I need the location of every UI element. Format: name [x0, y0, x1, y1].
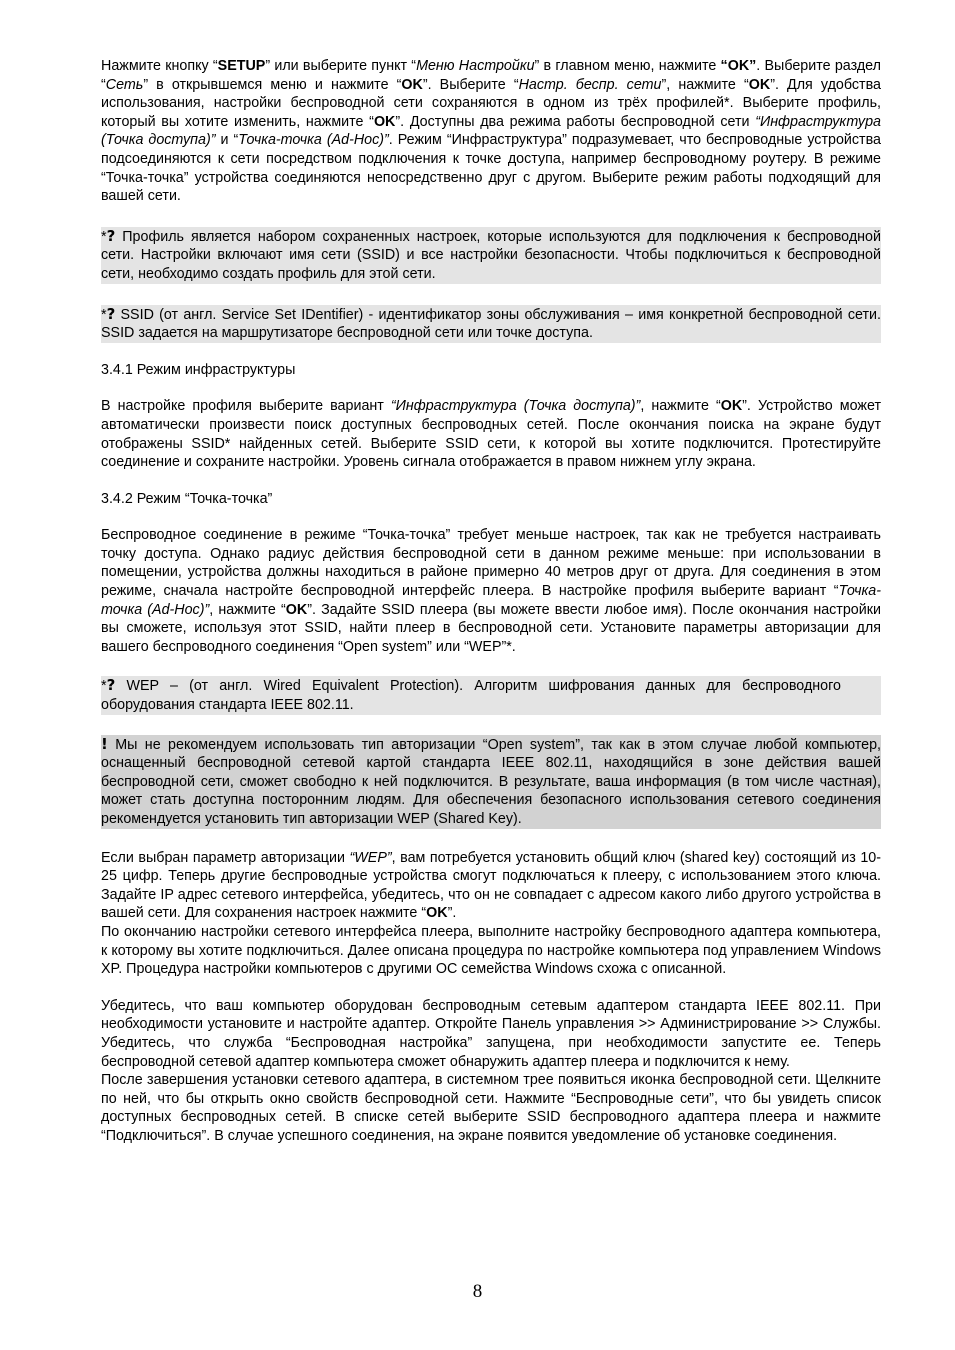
text-span: , вам потребуется установить общий ключ (shared key) состоящий из 10-25 цифр. Теперь другие беспроводные устройства смогут подключаться к плееру, с использованием этого ключа. Задайте IP адрес сетевого интерфейса, убедитесь, что он не совпадает с адресом какого либо другого устройства в вашей сети. Для сохранения настроек нажмите “ [101, 849, 881, 922]
infrastructure-paragraph [101, 397, 881, 471]
adhoc-paragraph [101, 526, 881, 656]
auth-name: “WEP” [349, 849, 392, 866]
wep-note [101, 676, 881, 714]
text-span: ”. Выберите “ [422, 76, 519, 93]
ok-key-label: OK [373, 113, 396, 130]
menu-name: Сеть [105, 76, 144, 93]
ok-key-label: “OK” [720, 58, 757, 74]
mode-name: Точка-точка (Ad-Hoc)” [101, 583, 881, 618]
question-icon: ? [106, 304, 116, 323]
text-span: . Режим “Инфраструктура” подразумевает, что беспроводные устройства подсоединяются к сети посредством подключения к точке доступа, например беспроводному роутеру. В режиме “Точка-точка” устройства соединяются непосредственно друг с другом. Выберите режим работы подходящий для вашей сети. [101, 132, 881, 205]
text-span: ”, нажмите “ [661, 76, 749, 93]
text-span: Если выбран параметр авторизации [101, 849, 350, 866]
footnote-marker: * [101, 306, 107, 323]
text-span: ” или выберите пункт “ [265, 58, 417, 74]
mode-name: “Инфраструктура (Точка доступа)” [390, 398, 641, 415]
note-text: Профиль является набором сохраненных настроек, которые используются для подключения к беспроводной сети. Настройки включают имя сети (SSID) и все настройки безопасности. Чтобы подключиться к беспроводной сети, необходимо создать профиль для этой сети. [101, 228, 881, 282]
warning-note [101, 735, 881, 829]
document-body [101, 57, 881, 1146]
ok-key-label: OK [748, 76, 771, 93]
text-span: Беспроводное соединение в режиме “Точка-точка” требует меньше настроек, так как не требуется настраивать точку доступа. Однако радиус действия беспроводной сети в данном режиме меньше: при использовании в помещении, устройства должны находиться в районе примерно 40 метров друг от друга. Для соединения в этом режиме, сначала настройте беспроводной интерфейс плеера. В настройке профиля выберите вариант “ [101, 527, 881, 600]
ok-key-label: OK [720, 398, 743, 415]
section-heading-3-4-1: 3.4.1 Режим инфраструктуры [101, 361, 296, 378]
question-icon: ? [106, 676, 116, 695]
ok-key-label: OK [401, 76, 423, 93]
text-span: Нажмите кнопку “ [101, 58, 218, 74]
text-span: ”. [447, 905, 457, 922]
ok-key-label: OK [285, 601, 308, 618]
windows-adapter-paragraph: Убедитесь, что ваш компьютер оборудован беспроводным сетевым адаптером стандарта IEEE 802.11. При необходимости установите и настройте адаптер. Откройте Панель управления >> Администрирование >> Службы. Убедитесь, что служба “Беспроводная настройка” запущена, при необходимости запустите ее. Теперь беспроводной сетевой адаптер компьютера сможет обнаружить адаптер плеера и подключится к нему. [101, 997, 881, 1070]
tray-icon-paragraph: После завершения установки сетевого адаптера, в системном трее появиться иконка беспроводной сети. Щелкните по ней, что бы открыть окно свойств беспроводной сети. Нажмите “Беспроводные сети”, что бы увидеть список доступных беспроводных сетей. В списке сетей выберите SSID беспроводного адаптера плеера и нажмите “Подключиться”. В случае успешного соединения, на экране появится уведомление об установке соединения. [101, 1072, 881, 1144]
text-span: В настройке профиля выберите вариант [101, 398, 391, 415]
wep-paragraph [101, 849, 881, 923]
menu-name: Настр. беспр. сети [518, 76, 662, 93]
footnote-marker: * [101, 228, 107, 245]
mode-name: “Инфраструктура (Точка доступа)” [101, 113, 881, 149]
menu-name: Меню Настройки [416, 58, 535, 74]
text-span: ”. Устройство может автоматически произвести поиск доступных беспроводных сетей. После окончания поиска на экране будут отображены SSID* найденных сетей. Выберите SSID сети, к которой вы хотите подключится. Протестируйте соединение и сохраните настройки. Уровень сигнала отображается в правом нижнем углу экрана. [101, 398, 882, 471]
text-span: , нажмите “ [640, 398, 721, 415]
note-text: WEP – (от англ. Wired Equivalent Protection). Алгоритм шифрования данных для беспроводного оборудования стандарта IEEE 802.11. [101, 678, 841, 714]
mode-name: Точка-точка (Ad-Hoc)” [238, 132, 389, 149]
exclamation-icon: ! [101, 734, 108, 753]
setup-key-label: SETUP [217, 58, 266, 74]
text-span: ”. Задайте SSID плеера (вы можете ввести любое имя). После окончания настройки вы сможете, используя этот SSID, найти плеер в беспроводной сети. Установите параметры авторизации для вашего беспроводного соединения “Open system” или “WEP”*. [101, 601, 881, 655]
note-text: Мы не рекомендуем использовать тип авторизации “Open system”, так как в этом случае любой компьютер, оснащенный беспроводной сетевой картой стандарта IEEE 802.11, находящийся в зоне действия вашей беспроводной сети, сможет свободно к ней подключится. В результате, ваша информация (в том числе частная), может стать доступна посторонним людям. Для обеспечения безопасного использования сетевого соединения рекомендуется установить тип авторизации WEP (Shared Key). [101, 736, 881, 827]
text-span: ”. Для удобства использования, настройки беспроводной сети сохраняются в одном из трёх профилей*. Выберите профиль, который вы хотите изменить, нажмите “ [101, 76, 881, 130]
question-icon: ? [106, 226, 116, 245]
text-span: ” в открывшемся меню и нажмите “ [143, 76, 402, 93]
intro-paragraph [101, 57, 881, 206]
text-span: ”. Доступны два режима работы беспроводной сети [395, 113, 756, 130]
text-span: и “ [215, 132, 239, 149]
section-heading-3-4-2: 3.4.2 Режим “Точка-точка” [101, 490, 273, 507]
text-span: , нажмите “ [209, 601, 286, 618]
text-span: . Выберите раздел “ [101, 58, 881, 93]
footnote-marker: * [101, 678, 107, 695]
profile-note [101, 227, 881, 284]
adapter-setup-paragraph: По окончанию настройки сетевого интерфейса плеера, выполните настройку беспроводного адаптера компьютера, к которому вы хотите подключиться. Далее описана процедура по настройке компьютера под управлением Windows XP. Процедура настройки компьютеров с другими ОС семейства Windows схожа с описанной. [101, 923, 881, 978]
ssid-note [101, 305, 881, 343]
text-span: ” в главном меню, нажмите [534, 58, 721, 74]
page-number: 8 [472, 1281, 483, 1302]
note-text: SSID (от англ. Service Set IDentifier) - идентификатор зоны обслуживания – имя конкретной беспроводной сети. SSID задается на маршрутизаторе беспроводной сети или точке доступа. [101, 306, 881, 342]
ok-key-label: OK [426, 905, 448, 922]
